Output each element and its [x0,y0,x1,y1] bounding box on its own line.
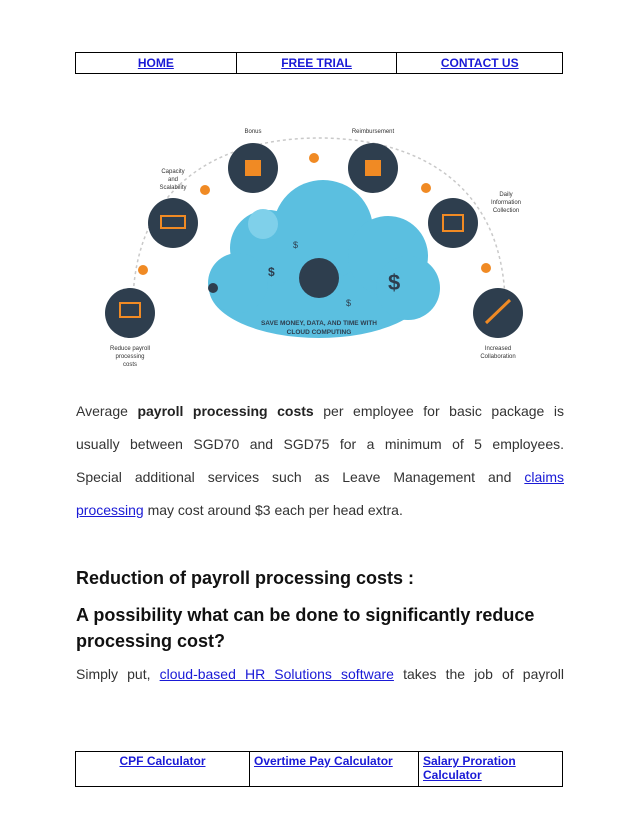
node-bonus [228,129,278,193]
overtime-calculator-link[interactable]: Overtime Pay Calculator [254,754,393,768]
reduce-label-2: processing [115,354,145,360]
contact-us-link[interactable]: CONTACT US [440,56,519,70]
reduce-costs-icon [105,288,155,338]
dollar-icon: $ [388,270,401,295]
bonus-label: Bonus [244,129,262,135]
heading-reduction: Reduction of payroll processing costs : [76,568,415,588]
para-line-3 [76,461,564,494]
capacity-icon [148,198,198,248]
collab-label-2: Collaboration [480,354,516,360]
cost-paragraph [76,395,564,527]
daily-label-2: Information [490,200,522,206]
capacity-label-3: Scalability [159,185,187,191]
para-line-1 [76,395,564,428]
gear-icon [200,185,210,195]
simply-put-line [76,664,564,684]
gear-icon [481,263,491,273]
cloud-graphic [208,180,440,338]
para-text: per employee for basic package is [323,403,564,419]
hr-solutions-link[interactable]: cloud-based HR Solutions software [159,666,394,682]
svg-text:$: $ [268,265,275,279]
top-nav [75,52,563,74]
nav-cell-free-trial [236,53,397,74]
home-link[interactable]: HOME [137,56,174,70]
daily-label-3: Collection [492,208,520,214]
para-bold-text: payroll processing costs [137,403,314,419]
node-daily-info [428,192,521,248]
simply-text-end: takes the job of payroll [403,666,565,682]
claims-link[interactable]: claims [524,469,564,485]
svg-text:$: $ [293,240,299,250]
simply-text: Simply put, [76,666,151,682]
reduce-label-1: Reduce payroll [109,346,151,352]
reduce-label-3: costs [122,362,138,368]
daily-info-icon [428,198,478,248]
node-reduce-costs [105,288,155,368]
stopwatch-icon [208,283,218,293]
salary-proration-link[interactable]: Salary Proration Calculator [423,754,516,782]
cpf-calculator-link[interactable]: CPF Calculator [119,754,206,768]
cell-salary [419,752,563,787]
para-line-2: usually between SGD70 and SGD75 for a minimum of 5 employees. [76,436,564,452]
node-capacity [148,169,198,248]
capacity-label-1: Capacity [161,169,185,175]
nav-cell-home [76,53,237,74]
capacity-label-2: and [167,177,179,183]
gear-icon [309,153,319,163]
calculator-links-table [75,751,563,787]
cloud-caption-line-2: CLOUD COMPUTING [286,329,352,336]
gear-icon [138,265,148,275]
reimbursement-label: Reimbursement [351,129,395,135]
globe-icon [299,258,339,298]
free-trial-link[interactable]: FREE TRIAL [281,56,352,70]
cloud-caption-line-1: SAVE MONEY, DATA, AND TIME WITH [260,320,378,327]
cell-overtime [250,752,419,787]
nav-cell-contact [397,53,563,74]
cell-cpf [76,752,250,787]
para-text: may cost around $3 each per head extra. [147,502,403,518]
gear-icon [421,183,431,193]
para-line-4 [76,494,564,527]
para-text: Special additional services such as Leave Management and [76,469,512,485]
svg-text:$: $ [346,298,352,308]
heading-possibility: A possibility what can be done to significantly reduce processing cost? [76,605,535,651]
daily-label-1: Daily [499,192,513,198]
node-collaboration [473,288,523,360]
processing-link[interactable]: processing [76,502,144,518]
node-reimbursement [348,129,398,193]
cloud-payroll-infographic [98,118,540,380]
collab-label-1: Increased [484,346,512,352]
para-text: Average [76,403,128,419]
